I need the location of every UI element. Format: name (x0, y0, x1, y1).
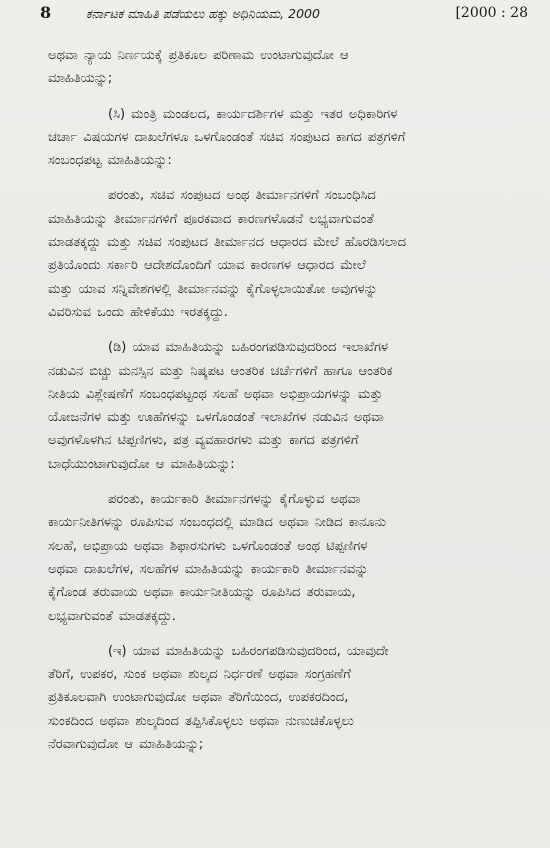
text-line: ತೆರಿಗೆ, ಉಪಕರ, ಸುಂಕ ಅಥವಾ ಶುಲ್ಕದ ನಿರ್ಧರಣೆ ಅಥವಾ ಸಂಗ್ರಹಣೆಗೆ (48, 667, 351, 683)
text-line: ವಿವರಿಸುವ ಒಂದು ಹೇಳಿಕೆಯು ಇರತಕ್ಕದ್ದು. (48, 304, 228, 320)
text-line: ಮಾಹಿತಿಯನ್ನು ತೀರ್ಮಾನಗಳಿಗೆ ಪೂರಕವಾದ ಕಾರಣಗಳೊಡನೆ ಲಭ್ಯವಾಗುವಂತೆ (48, 211, 374, 227)
text-line: ಪ್ರತಿಯೊಂದು ಸರ್ಕಾರಿ ಆದೇಶದೊಂದಿಗೆ ಯಾವ ಕಾರಣಗಳ ಆಧಾರದ ಮೇಲೆ (48, 258, 366, 274)
text-line: ನೆರವಾಗುವುದೋ ಆ ಮಾಹಿತಿಯನ್ನು; (48, 737, 204, 753)
page-header (40, 2, 528, 24)
text-line: ಕಾರ್ಯನೀತಿಗಳನ್ನು ರೂಪಿಸುವ ಸಂಬಂಧದಲ್ಲಿ ಮಾಡಿದ ಅಥವಾ ನೀಡಿದ ಕಾನೂನು (48, 515, 387, 531)
text-line: ಪರಂತು, ಕಾರ್ಯಕಾರಿ ತೀರ್ಮಾನಗಳನ್ನು ಕೈಗೊಳ್ಳುವ ಅಥವಾ (108, 492, 361, 508)
text-line: ಅಥವಾ ನ್ಯಾಯ ನಿರ್ಣಯಕ್ಕೆ ಪ್ರತಿಕೂಲ ಪರಿಣಾಮ ಉಂಟಾಗುವುದೋ ಆ (48, 48, 349, 63)
text-line: (ಸಿ) ಮಂತ್ರಿ ಮಂಡಲದ, ಕಾರ್ಯದರ್ಶಿಗಳ ಮತ್ತು ಇತರ ಅಧಿಕಾರಿಗಳ (108, 106, 398, 122)
text-line: ಮತ್ತು ಯಾವ ಸನ್ನಿವೇಶಗಳಲ್ಲಿ ತೀರ್ಮಾನವನ್ನು ಕೈಗೊಳ್ಳಲಾಯಿತೋ ಅವುಗಳನ್ನು (48, 281, 378, 297)
text-line: ಅಥವಾ ದಾಖಲೆಗಳ, ಸಲಹೆಗಳ ಮಾಹಿತಿಯನ್ನು ಕಾರ್ಯಕಾರಿ ತೀರ್ಮಾನವನ್ನು (48, 561, 369, 577)
body-text (48, 44, 526, 768)
text-line: ಪರಂತು, ಸಚಿವ ಸಂಪುಟದ ಅಂಥ ತೀರ್ಮಾನಗಳಿಗೆ ಸಂಬಂಧಿಸಿದ (108, 188, 376, 204)
text-line: ಲಭ್ಯವಾಗುವಂತೆ ಮಾಡತಕ್ಕದ್ದು. (48, 608, 176, 624)
text-line: ಯೋಜನೆಗಳ ಮತ್ತು ಊಹೆಗಳನ್ನು ಒಳಗೊಂಡಂತೆ ಇಲಾಖೆಗಳ ನಡುವಿನ ಅಥವಾ (48, 410, 384, 426)
paragraph-c (48, 103, 526, 173)
text-line: ನೀತಿಯ ವಿಶ್ಲೇಷಣೆಗೆ ಸಂಬಂಧಪಟ್ಟಂಥ ಸಲಹೆ ಅಥವಾ ಅಭಿಪ್ರಾಯಗಳನ್ನು ಮತ್ತು (48, 386, 383, 402)
text-line: ಬಾಧೆಯುಂಟಾಗುವುದೋ ಆ ಮಾಹಿತಿಯನ್ನು: (48, 456, 235, 472)
paragraph-e (48, 640, 526, 756)
text-line: ಅವುಗಳೊಳಗಿನ ಟಿಪ್ಪಣಿಗಳು, ಪತ್ರ ವ್ಯವಹಾರಗಳು ಮತ್ತು ಕಾಗದ ಪತ್ರಗಳಿಗೆ (48, 433, 359, 449)
text-line: ಪ್ರತಿಕೂಲವಾಗಿ ಉಂಟಾಗುವುದೋ ಅಥವಾ ತೆರಿಗೆಯಿಂದ, ಉಪಕರದಿಂದ, (48, 690, 349, 706)
paragraph-d-proviso (48, 488, 526, 628)
text-line: ಸಂಬಂಧಪಟ್ಟ ಮಾಹಿತಿಯನ್ನು: (48, 153, 172, 169)
text-line: ಸಲಹೆ, ಅಭಿಪ್ರಾಯ ಅಥವಾ ಶಿಫಾರಸುಗಳು ಒಳಗೊಂಡಂತೆ ಅಂಥ ಟಿಪ್ಪಣಿಗಳ (48, 538, 368, 554)
text-line: ಕೈಗೊಂಡ ತರುವಾಯ ಅಥವಾ ಕಾರ್ಯನೀತಿಯನ್ನು ರೂಪಿಸಿದ ತರುವಾಯ, (48, 585, 356, 601)
page-number: 8 (40, 3, 52, 22)
paragraph-c-proviso (48, 184, 526, 324)
text-line: ಮಾಡತಕ್ಕದ್ದು ಮತ್ತು ಸಚಿವ ಸಂಪುಟದ ತೀರ್ಮಾನದ ಆಧಾರದ ಮೇಲೆ ಹೊರಡಿಸಲಾದ (48, 235, 407, 251)
paragraph-d (48, 336, 526, 476)
running-title: ಕರ್ನಾಟಕ ಮಾಹಿತಿ ಪಡೆಯಲು ಹಕ್ಕು ಅಧಿನಿಯಮ, 2000 (86, 6, 320, 21)
text-line: ಮಾಹಿತಿಯನ್ನು; (48, 71, 113, 87)
text-line: (ಡಿ) ಯಾವ ಮಾಹಿತಿಯನ್ನು ಬಹಿರಂಗಪಡಿಸುವುದರಿಂದ ಇಲಾಖೆಗಳ (108, 340, 389, 356)
text-line: ಸುಂಕದಿಂದ ಅಥವಾ ಶುಲ್ಕದಿಂದ ತಪ್ಪಿಸಿಕೊಳ್ಳಲು ಅಥವಾ ನುಣುಚಿಕೊಳ್ಳಲು (48, 713, 354, 729)
text-line: ಚರ್ಚಾ ವಿಷಯಗಳ ದಾಖಲೆಗಳೂ ಒಳಗೊಂಡಂತೆ ಸಚಿವ ಸಂಪುಟದ ಕಾಗದ ಪತ್ರಗಳಿಗೆ (48, 129, 406, 145)
act-number: [2000 : 28 (455, 5, 528, 21)
text-line: ನಡುವಿನ ಬಿಚ್ಚು ಮನಸ್ಸಿನ ಮತ್ತು ನಿಷ್ಕಪಟ ಆಂತರಿಕ ಚರ್ಚೆಗಳಿಗೆ ಹಾಗೂ ಆಂತರಿಕ (48, 363, 393, 379)
text-line: (ಇ) ಯಾವ ಮಾಹಿತಿಯನ್ನು ಬಹಿರಂಗಪಡಿಸುವುದರಿಂದ, ಯಾವುದೇ (108, 643, 389, 659)
paragraph-a-continuation (48, 44, 526, 91)
